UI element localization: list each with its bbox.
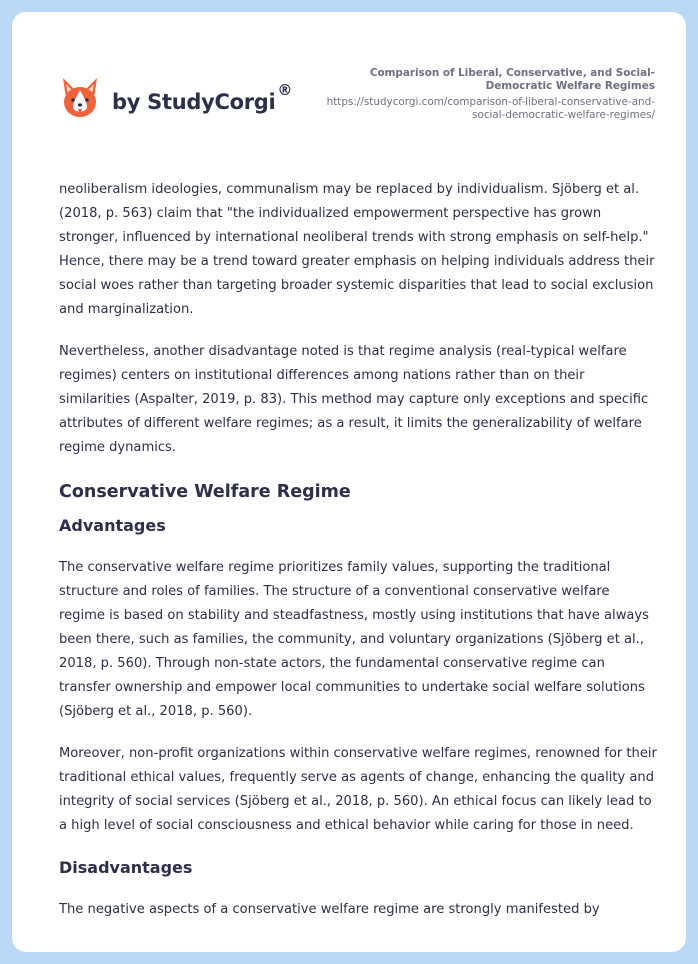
paragraph: The negative aspects of a conservative welfare regime are strongly manifested by: [59, 902, 600, 917]
brand-name: by StudyCorgi ®: [112, 80, 293, 114]
section-heading: Conservative Welfare Regime: [59, 482, 351, 502]
document-title: Comparison of Liberal, Conservative, and Social-Democratic Welfare Regimes: [369, 67, 655, 92]
corgi-logo-icon: [60, 76, 100, 120]
paragraph: neoliberalism ideologies, communalism may be replaced by individualism. Sjöberg et al. (2018, p. 563) claim that "the individualized empowerment perspective has grown stronger, influenced by international neoliberal trends with strong emphasis on self-help." Hence, there may be a trend toward greater emphasis on helping individuals address their social woes rather than targeting broader systemic disparities that lead to social exclusion and marginalization.: [59, 182, 655, 317]
paragraph: The conservative welfare regime prioritizes family values, supporting the traditional structure and roles of families. The structure of a conventional conservative welfare regime is based on stability and steadfastness, mostly using institutions that have always been there, such as families, the community, and voluntary organizations (Sjöberg et al., 2018, p. 560). Through non-state actors, the fundamental conservative regime can transfer ownership and empower local communities to undertake social welfare solutions (Sjöberg et al., 2018, p. 560).: [59, 560, 649, 719]
article-body: [59, 178, 659, 940]
document-meta: [325, 67, 655, 122]
document-url[interactable]: https://studycorgi.com/comparison-of-liberal-conservative-and-social-democratic-welfare-regimes/: [326, 96, 655, 121]
registered-mark: ®: [277, 80, 293, 99]
studycorgi-logo[interactable]: [60, 76, 292, 120]
subsection-heading-advantages: Advantages: [59, 516, 166, 535]
paragraph: Nevertheless, another disadvantage noted is that regime analysis (real-typical welfare regimes) centers on institutional differences among nations rather than on their similarities (Aspalter, 2019, p. 83). This method may capture only exceptions and specific attributes of different welfare regimes; as a result, it limits the generalizability of welfare regime dynamics.: [59, 344, 649, 455]
subsection-heading-disadvantages: Disadvantages: [59, 858, 193, 877]
document-page: [12, 12, 686, 952]
paragraph: Moreover, non-profit organizations within conservative welfare regimes, renowned for their traditional ethical values, frequently serve as agents of change, enhancing the quality and integrity of social services (Sjöberg et al., 2018, p. 560). An ethical focus can likely lead to a high level of social consciousness and ethical behavior while caring for those in need.: [59, 746, 657, 833]
page-header: [12, 12, 686, 162]
